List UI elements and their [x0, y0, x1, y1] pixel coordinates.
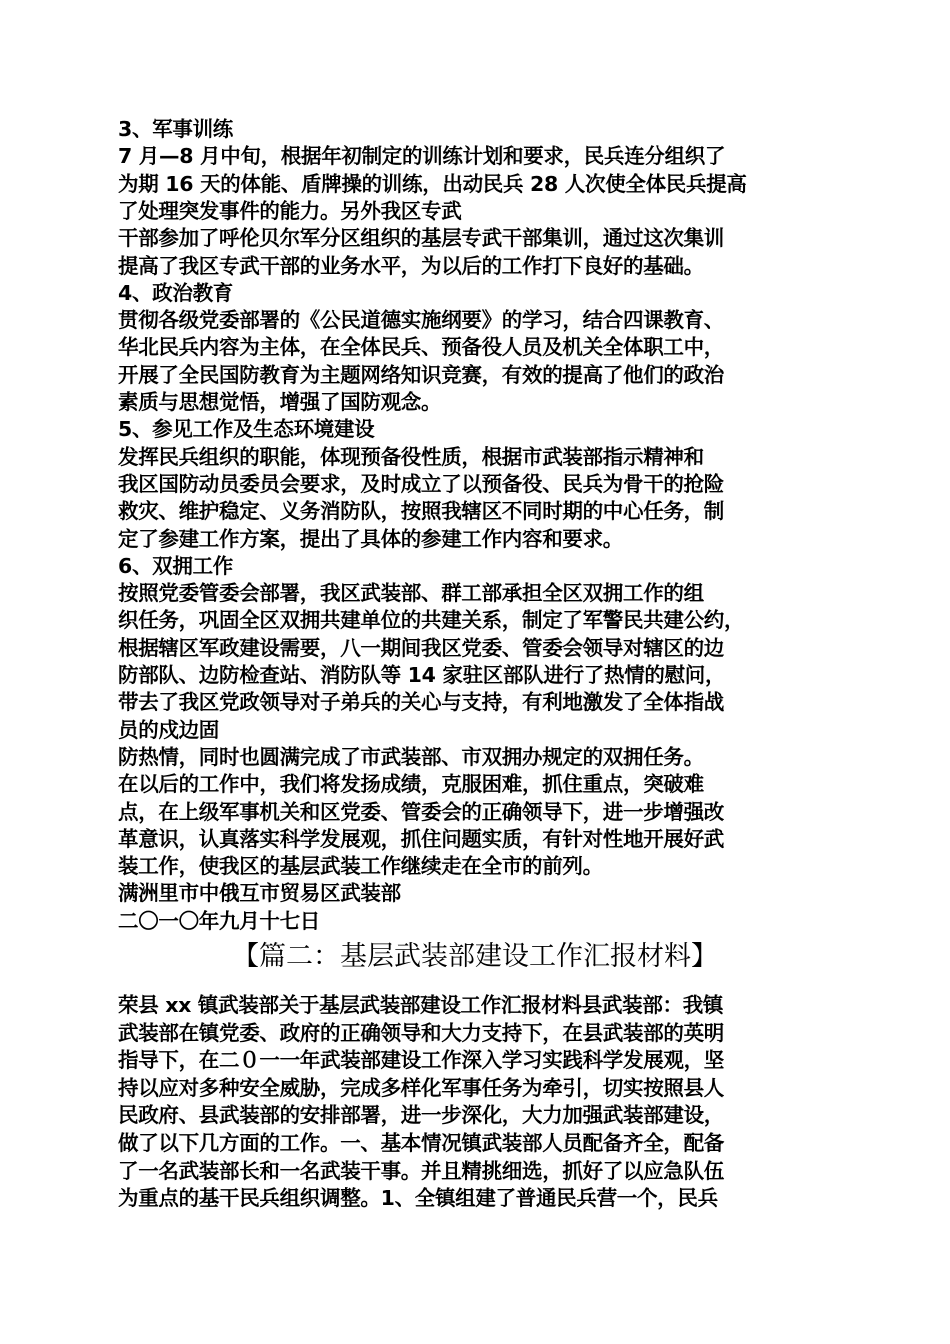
body-line: 5、参见工作及生态环境建设: [118, 417, 375, 442]
body-line: 救灾、维护稳定、义务消防队，按照我辖区不同时期的中心任务，制: [118, 499, 724, 524]
body-line: 满洲里市中俄互市贸易区武装部: [118, 881, 401, 906]
body-line: 了处理突发事件的能力。另外我区专武: [118, 198, 462, 223]
body-line: 织任务，巩固全区双拥共建单位的共建关系，制定了军警民共建公约，: [118, 608, 745, 633]
body-line: 定了参建工作方案，提出了具体的参建工作内容和要求。: [118, 526, 623, 551]
body-line: 带去了我区党政领导对子弟兵的关心与支持，有利地激发了全体指战: [118, 690, 724, 715]
body-line: 防部队、边防检查站、消防队等 14 家驻区部队进行了热情的慰问，: [118, 663, 726, 687]
section-line: 做了以下几方面的工作。一、基本情况镇武装部人员配备齐全，配备: [118, 1131, 724, 1155]
section-line: 了一名武装部长和一名武装干事。并且精挑细选，抓好了以应急队伍: [118, 1158, 724, 1183]
body-line: 员的戍边固: [118, 717, 219, 742]
section-line: 民政府、县武装部的安排部署，进一步深化，大力加强武装部建设，: [118, 1103, 724, 1128]
body-line: 3、军事训练: [118, 117, 233, 141]
body-line: 在以后的工作中，我们将发扬成绩，克服困难，抓住重点，突破难: [118, 772, 704, 797]
body-line: 素质与思想觉悟，增强了国防观念。: [118, 390, 442, 414]
body-line: 4、政治教育: [118, 280, 233, 305]
section-line: 荣县 xx 镇武装部关于基层武装部建设工作汇报材料县武装部：我镇: [118, 993, 724, 1017]
section-line: 持以应对多种安全威胁，完成多样化军事任务为牵引，切实按照县人: [118, 1075, 724, 1100]
body-line: 根据辖区军政建设需要，八一期间我区党委、管委会领导对辖区的边: [118, 635, 724, 660]
body-line: 革意识，认真落实科学发展观，抓住问题实质，有针对性地开展好武: [118, 826, 724, 851]
body-line: 华北民兵内容为主体，在全体民兵、预备役人员及机关全体职工中，: [118, 335, 724, 360]
body-line: 7 月—8 月中旬，根据年初制定的训练计划和要求，民兵连分组织了: [118, 144, 726, 169]
body-line: 6、双拥工作: [118, 553, 233, 578]
body-line: 装工作，使我区的基层武装工作继续走在全市的前列。: [118, 854, 603, 879]
section-line: 为重点的基干民兵组织调整。1、全镇组建了普通民兵营一个，民兵: [118, 1186, 718, 1211]
body-line: 开展了全民国防教育为主题网络知识竞赛，有效的提高了他们的政治: [118, 362, 724, 387]
body-line: 为期 16 天的体能、盾牌操的训练，出动民兵 28 人次使全体民兵提高: [118, 171, 747, 196]
body-line: 干部参加了呼伦贝尔军分区组织的基层专武干部集训，通过这次集训: [118, 226, 724, 251]
body-line: 贯彻各级党委部署的《公民道德实施纲要》的学习，结合四课教育、: [118, 308, 724, 333]
body-line: 点，在上级军事机关和区党委、管委会的正确领导下，进一步增强改: [118, 799, 724, 824]
body-line: 我区国防动员委员会要求，及时成立了以预备役、民兵为骨干的抢险: [118, 471, 724, 496]
section-line: 武装部在镇党委、政府的正确领导和大力支持下，在县武装部的英明: [118, 1020, 724, 1045]
body-line: 防热情，同时也圆满完成了市武装部、市双拥办规定的双拥任务。: [118, 744, 704, 769]
section-line: 指导下，在二０一一年武装部建设工作深入学习实践科学发展观，坚: [118, 1048, 724, 1073]
section-title: 【篇二：基层武装部建设工作汇报材料】: [232, 941, 718, 972]
body-line: 按照党委管委会部署，我区武装部、群工部承担全区双拥工作的组: [118, 581, 704, 606]
body-line: 提高了我区专武干部的业务水平，为以后的工作打下良好的基础。: [118, 253, 704, 278]
body-line: 二〇一〇年九月十七日: [118, 908, 320, 933]
body-line: 发挥民兵组织的职能，体现预备役性质，根据市武装部指示精神和: [118, 444, 704, 469]
